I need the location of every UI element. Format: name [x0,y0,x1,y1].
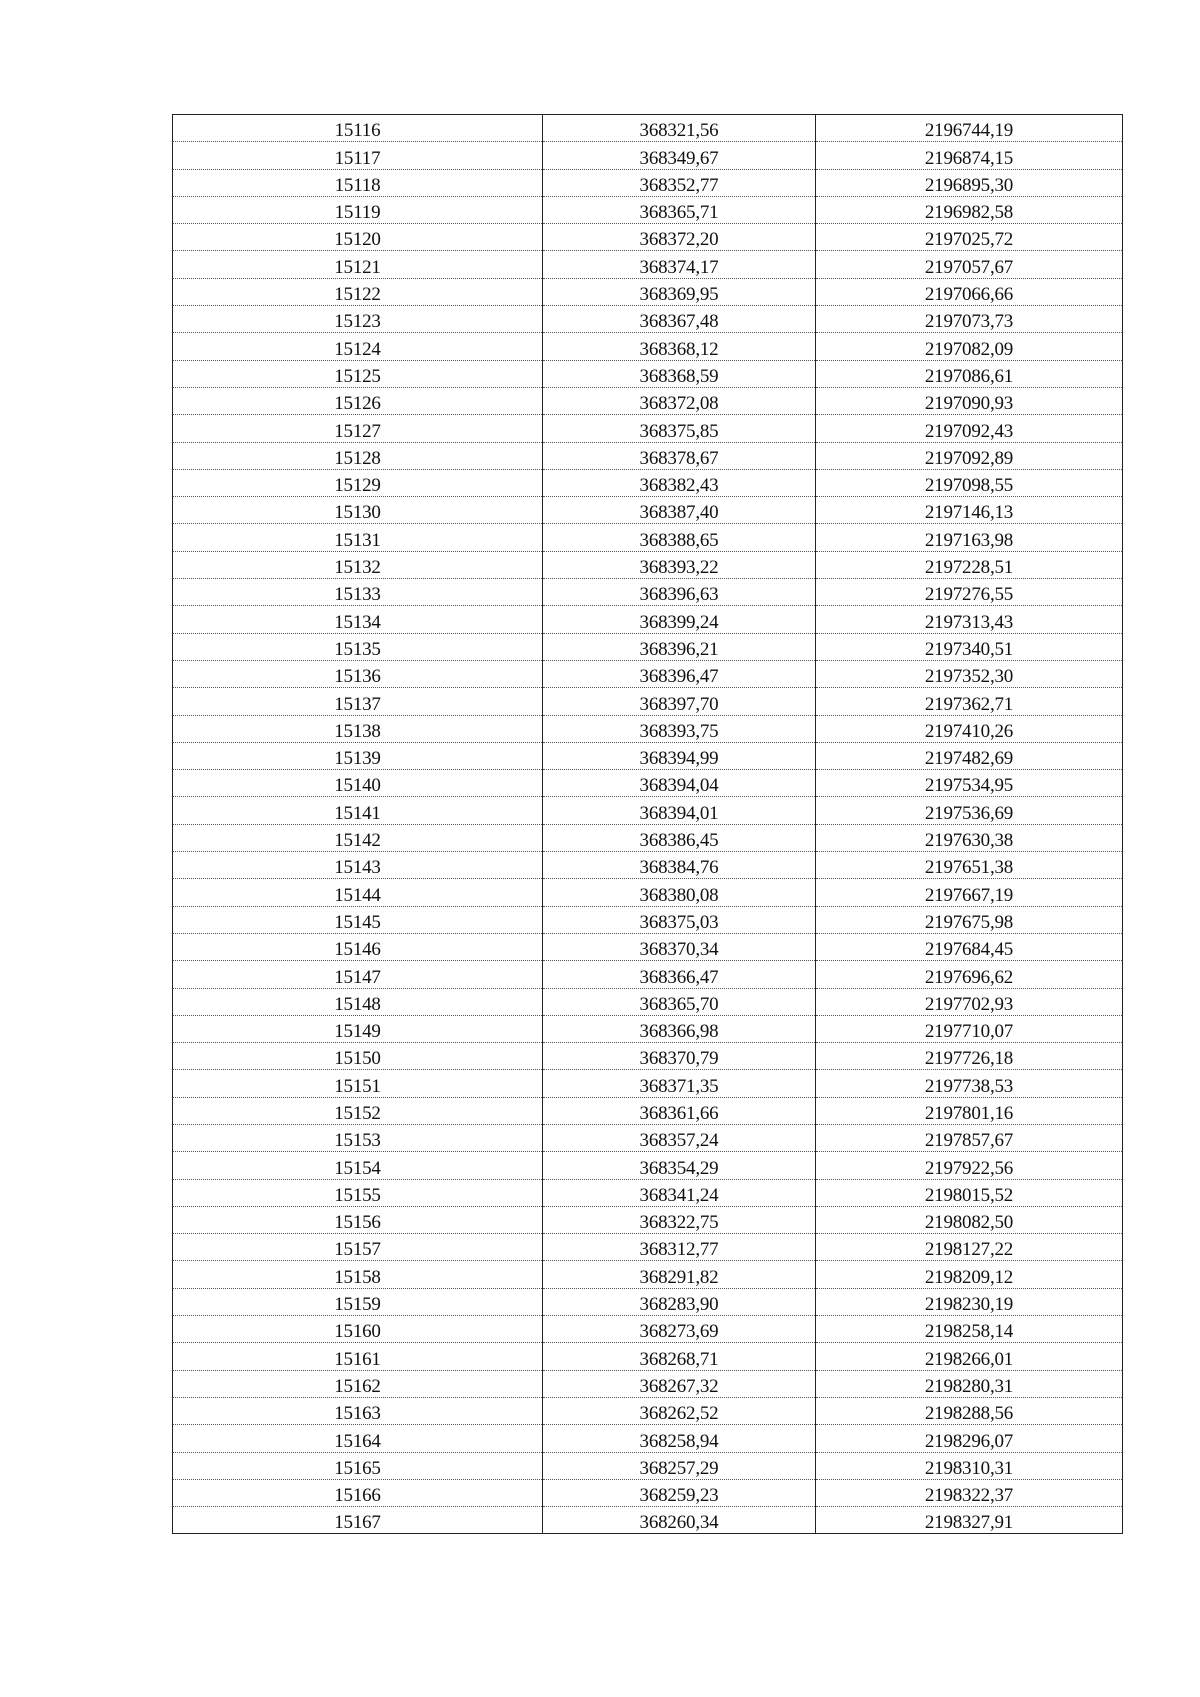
x-coordinate-cell: 368368,59 [543,360,816,387]
point-number-cell: 15132 [173,551,543,578]
point-number-cell: 15142 [173,824,543,851]
point-number-cell: 15140 [173,770,543,797]
x-coordinate-cell: 368387,40 [543,497,816,524]
point-number-cell: 15136 [173,660,543,687]
table-row [173,961,1123,988]
table-row [173,278,1123,305]
table-row [173,1507,1123,1534]
y-coordinate-cell: 2197362,71 [816,688,1123,715]
point-number-cell: 15120 [173,224,543,251]
x-coordinate-cell: 368341,24 [543,1179,816,1206]
point-number-cell: 15125 [173,360,543,387]
x-coordinate-cell: 368380,08 [543,879,816,906]
y-coordinate-cell: 2198082,50 [816,1206,1123,1233]
point-number-cell: 15150 [173,1043,543,1070]
point-number-cell: 15145 [173,906,543,933]
point-number-cell: 15149 [173,1015,543,1042]
x-coordinate-cell: 368370,34 [543,933,816,960]
y-coordinate-cell: 2198258,14 [816,1316,1123,1343]
point-number-cell: 15118 [173,169,543,196]
table-row [173,1234,1123,1261]
y-coordinate-cell: 2197710,07 [816,1015,1123,1042]
table-row [173,442,1123,469]
x-coordinate-cell: 368382,43 [543,469,816,496]
table-row [173,333,1123,360]
x-coordinate-cell: 368370,79 [543,1043,816,1070]
table-row [173,1452,1123,1479]
x-coordinate-cell: 368354,29 [543,1152,816,1179]
y-coordinate-cell: 2197146,13 [816,497,1123,524]
point-number-cell: 15129 [173,469,543,496]
point-number-cell: 15146 [173,933,543,960]
table-row [173,1124,1123,1151]
y-coordinate-cell: 2196744,19 [816,115,1123,142]
y-coordinate-cell: 2197482,69 [816,742,1123,769]
point-number-cell: 15167 [173,1507,543,1534]
table-row [173,1397,1123,1424]
x-coordinate-cell: 368312,77 [543,1234,816,1261]
table-row [173,1043,1123,1070]
y-coordinate-cell: 2198322,37 [816,1479,1123,1506]
table-row [173,1015,1123,1042]
x-coordinate-cell: 368349,67 [543,142,816,169]
y-coordinate-cell: 2198288,56 [816,1397,1123,1424]
y-coordinate-cell: 2198266,01 [816,1343,1123,1370]
table-row [173,1097,1123,1124]
y-coordinate-cell: 2198296,07 [816,1425,1123,1452]
y-coordinate-cell: 2197696,62 [816,961,1123,988]
point-number-cell: 15152 [173,1097,543,1124]
point-number-cell: 15148 [173,988,543,1015]
table-row [173,579,1123,606]
point-number-cell: 15164 [173,1425,543,1452]
table-row [173,688,1123,715]
x-coordinate-cell: 368386,45 [543,824,816,851]
table-row [173,906,1123,933]
y-coordinate-cell: 2196982,58 [816,196,1123,223]
point-number-cell: 15147 [173,961,543,988]
point-number-cell: 15131 [173,524,543,551]
y-coordinate-cell: 2197667,19 [816,879,1123,906]
point-number-cell: 15123 [173,306,543,333]
point-number-cell: 15141 [173,797,543,824]
x-coordinate-cell: 368367,48 [543,306,816,333]
x-coordinate-cell: 368365,70 [543,988,816,1015]
table-row [173,1370,1123,1397]
x-coordinate-cell: 368283,90 [543,1288,816,1315]
y-coordinate-cell: 2197651,38 [816,852,1123,879]
table-row [173,606,1123,633]
x-coordinate-cell: 368361,66 [543,1097,816,1124]
y-coordinate-cell: 2197410,26 [816,715,1123,742]
table-row [173,988,1123,1015]
x-coordinate-cell: 368394,04 [543,770,816,797]
table-row [173,1425,1123,1452]
y-coordinate-cell: 2197630,38 [816,824,1123,851]
x-coordinate-cell: 368260,34 [543,1507,816,1534]
y-coordinate-cell: 2198280,31 [816,1370,1123,1397]
table-row [173,142,1123,169]
y-coordinate-cell: 2197726,18 [816,1043,1123,1070]
table-row [173,715,1123,742]
point-number-cell: 15135 [173,633,543,660]
x-coordinate-cell: 368397,70 [543,688,816,715]
y-coordinate-cell: 2196874,15 [816,142,1123,169]
table-row [173,1070,1123,1097]
x-coordinate-cell: 368267,32 [543,1370,816,1397]
point-number-cell: 15121 [173,251,543,278]
x-coordinate-cell: 368357,24 [543,1124,816,1151]
table-row [173,852,1123,879]
point-number-cell: 15160 [173,1316,543,1343]
y-coordinate-cell: 2197340,51 [816,633,1123,660]
x-coordinate-cell: 368375,85 [543,415,816,442]
y-coordinate-cell: 2197228,51 [816,551,1123,578]
y-coordinate-cell: 2197534,95 [816,770,1123,797]
x-coordinate-cell: 368393,75 [543,715,816,742]
x-coordinate-cell: 368394,99 [543,742,816,769]
point-number-cell: 15163 [173,1397,543,1424]
table-row [173,169,1123,196]
point-number-cell: 15144 [173,879,543,906]
x-coordinate-cell: 368365,71 [543,196,816,223]
table-row [173,551,1123,578]
x-coordinate-cell: 368396,21 [543,633,816,660]
y-coordinate-cell: 2197738,53 [816,1070,1123,1097]
point-number-cell: 15151 [173,1070,543,1097]
y-coordinate-cell: 2197073,73 [816,306,1123,333]
y-coordinate-cell: 2197276,55 [816,579,1123,606]
y-coordinate-cell: 2197092,43 [816,415,1123,442]
table-row [173,770,1123,797]
table-row [173,415,1123,442]
x-coordinate-cell: 368372,20 [543,224,816,251]
point-number-cell: 15122 [173,278,543,305]
y-coordinate-cell: 2197066,66 [816,278,1123,305]
point-number-cell: 15133 [173,579,543,606]
table-row [173,306,1123,333]
y-coordinate-cell: 2197082,09 [816,333,1123,360]
x-coordinate-cell: 368372,08 [543,387,816,414]
point-number-cell: 15127 [173,415,543,442]
x-coordinate-cell: 368268,71 [543,1343,816,1370]
coordinates-table-body [173,115,1123,1534]
point-number-cell: 15134 [173,606,543,633]
point-number-cell: 15165 [173,1452,543,1479]
point-number-cell: 15162 [173,1370,543,1397]
x-coordinate-cell: 368394,01 [543,797,816,824]
point-number-cell: 15153 [173,1124,543,1151]
y-coordinate-cell: 2197025,72 [816,224,1123,251]
y-coordinate-cell: 2198209,12 [816,1261,1123,1288]
y-coordinate-cell: 2197675,98 [816,906,1123,933]
y-coordinate-cell: 2198015,52 [816,1179,1123,1206]
y-coordinate-cell: 2197801,16 [816,1097,1123,1124]
x-coordinate-cell: 368374,17 [543,251,816,278]
table-row [173,115,1123,142]
table-row [173,742,1123,769]
y-coordinate-cell: 2197090,93 [816,387,1123,414]
y-coordinate-cell: 2196895,30 [816,169,1123,196]
table-row [173,797,1123,824]
table-row [173,469,1123,496]
x-coordinate-cell: 368399,24 [543,606,816,633]
y-coordinate-cell: 2197922,56 [816,1152,1123,1179]
y-coordinate-cell: 2197352,30 [816,660,1123,687]
table-row [173,497,1123,524]
y-coordinate-cell: 2197684,45 [816,933,1123,960]
table-row [173,1343,1123,1370]
x-coordinate-cell: 368378,67 [543,442,816,469]
table-row [173,196,1123,223]
x-coordinate-cell: 368291,82 [543,1261,816,1288]
point-number-cell: 15158 [173,1261,543,1288]
table-row [173,360,1123,387]
x-coordinate-cell: 368257,29 [543,1452,816,1479]
y-coordinate-cell: 2198127,22 [816,1234,1123,1261]
point-number-cell: 15139 [173,742,543,769]
x-coordinate-cell: 368371,35 [543,1070,816,1097]
x-coordinate-cell: 368368,12 [543,333,816,360]
x-coordinate-cell: 368375,03 [543,906,816,933]
x-coordinate-cell: 368258,94 [543,1425,816,1452]
y-coordinate-cell: 2197098,55 [816,469,1123,496]
point-number-cell: 15124 [173,333,543,360]
x-coordinate-cell: 368262,52 [543,1397,816,1424]
table-row [173,224,1123,251]
x-coordinate-cell: 368384,76 [543,852,816,879]
point-number-cell: 15128 [173,442,543,469]
x-coordinate-cell: 368388,65 [543,524,816,551]
table-row [173,1179,1123,1206]
table-row [173,1152,1123,1179]
y-coordinate-cell: 2197702,93 [816,988,1123,1015]
table-row [173,879,1123,906]
x-coordinate-cell: 368321,56 [543,115,816,142]
coordinates-table [172,114,1123,1534]
y-coordinate-cell: 2197057,67 [816,251,1123,278]
y-coordinate-cell: 2197163,98 [816,524,1123,551]
table-row [173,1261,1123,1288]
point-number-cell: 15143 [173,852,543,879]
point-number-cell: 15155 [173,1179,543,1206]
point-number-cell: 15138 [173,715,543,742]
x-coordinate-cell: 368393,22 [543,551,816,578]
point-number-cell: 15157 [173,1234,543,1261]
point-number-cell: 15116 [173,115,543,142]
point-number-cell: 15119 [173,196,543,223]
table-row [173,387,1123,414]
x-coordinate-cell: 368322,75 [543,1206,816,1233]
point-number-cell: 15130 [173,497,543,524]
point-number-cell: 15126 [173,387,543,414]
point-number-cell: 15159 [173,1288,543,1315]
point-number-cell: 15156 [173,1206,543,1233]
x-coordinate-cell: 368396,47 [543,660,816,687]
table-row [173,1479,1123,1506]
y-coordinate-cell: 2197313,43 [816,606,1123,633]
table-row [173,524,1123,551]
point-number-cell: 15137 [173,688,543,715]
table-row [173,933,1123,960]
y-coordinate-cell: 2198327,91 [816,1507,1123,1534]
y-coordinate-cell: 2197536,69 [816,797,1123,824]
x-coordinate-cell: 368396,63 [543,579,816,606]
y-coordinate-cell: 2198230,19 [816,1288,1123,1315]
table-row [173,1316,1123,1343]
table-row [173,633,1123,660]
table-row [173,824,1123,851]
y-coordinate-cell: 2197857,67 [816,1124,1123,1151]
x-coordinate-cell: 368366,47 [543,961,816,988]
table-row [173,1288,1123,1315]
x-coordinate-cell: 368352,77 [543,169,816,196]
x-coordinate-cell: 368273,69 [543,1316,816,1343]
point-number-cell: 15166 [173,1479,543,1506]
table-row [173,251,1123,278]
y-coordinate-cell: 2197086,61 [816,360,1123,387]
x-coordinate-cell: 368259,23 [543,1479,816,1506]
point-number-cell: 15154 [173,1152,543,1179]
x-coordinate-cell: 368369,95 [543,278,816,305]
table-row [173,660,1123,687]
y-coordinate-cell: 2197092,89 [816,442,1123,469]
point-number-cell: 15117 [173,142,543,169]
y-coordinate-cell: 2198310,31 [816,1452,1123,1479]
x-coordinate-cell: 368366,98 [543,1015,816,1042]
point-number-cell: 15161 [173,1343,543,1370]
table-row [173,1206,1123,1233]
